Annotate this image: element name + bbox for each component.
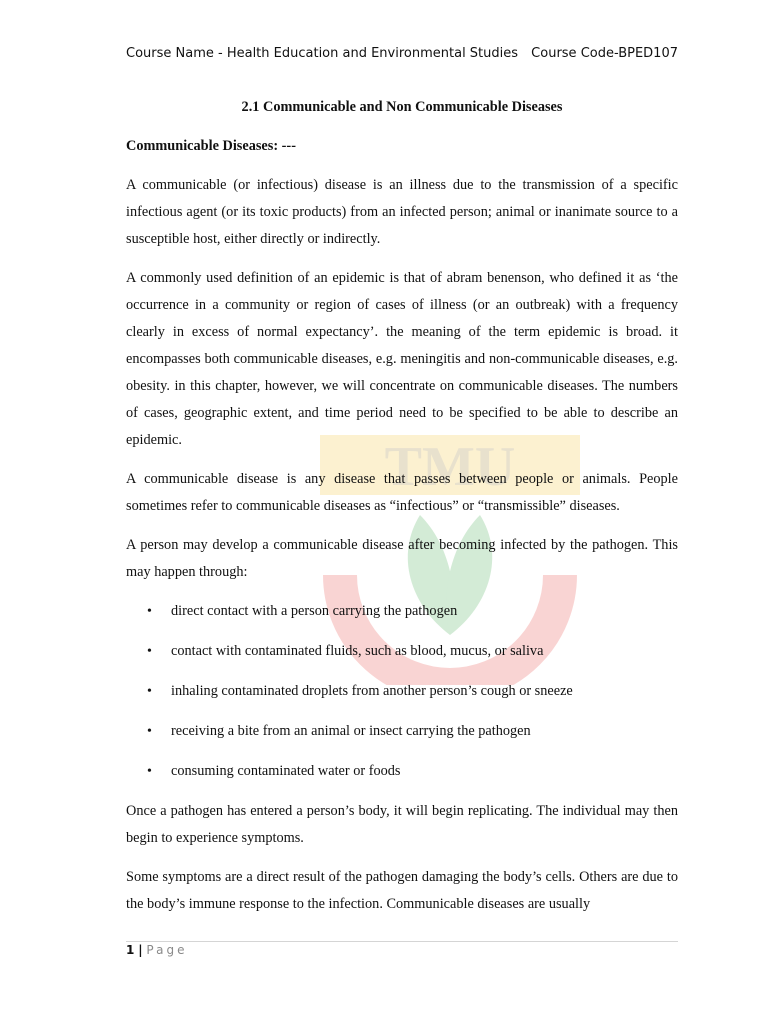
watermark-letters: TMU bbox=[384, 436, 516, 498]
course-name: Course Name - Health Education and Environmental Studies bbox=[126, 46, 519, 61]
course-code: Course Code-BPED107 bbox=[531, 46, 678, 61]
transmission-list bbox=[126, 598, 678, 785]
bullet-icon: • bbox=[147, 764, 152, 779]
bullet-icon: • bbox=[147, 724, 152, 739]
paragraph: A communicable disease is any disease that passes between people or animals. People sometimes refer to communicable diseases as “infectious” or “transmissible” diseases. bbox=[126, 471, 678, 514]
section-title: 2.1 Communicable and Non Communicable Diseases bbox=[241, 99, 563, 115]
bullet-icon: • bbox=[147, 644, 152, 659]
paragraph: Some symptoms are a direct result of the pathogen damaging the body’s cells. Others are due to the body’s immune response to the infection. Communicable diseases are usually bbox=[126, 869, 678, 912]
footer-divider bbox=[126, 941, 678, 942]
page-number: 1 bbox=[126, 943, 135, 957]
bullet-icon: • bbox=[147, 604, 152, 619]
page-footer bbox=[126, 943, 187, 957]
page-label: Page bbox=[146, 943, 188, 957]
list-item: • contact with contaminated fluids, such as blood, mucus, or saliva bbox=[126, 638, 678, 665]
paragraph: Once a pathogen has entered a person’s body, it will begin replicating. The individual may then begin to experience symptoms. bbox=[126, 803, 678, 846]
paragraph: A person may develop a communicable disease after becoming infected by the pathogen. This may happen through: bbox=[126, 537, 678, 580]
paragraph: A communicable (or infectious) disease is an illness due to the transmission of a specific infectious agent (or its toxic products) from an infected person; animal or inanimate source to a susceptible host, either directly or indirectly. bbox=[126, 177, 678, 247]
list-item: • consuming contaminated water or foods bbox=[126, 758, 678, 785]
section-subtitle: Communicable Diseases: --- bbox=[126, 138, 296, 154]
footer-separator: | bbox=[138, 943, 143, 957]
document-body bbox=[126, 94, 678, 930]
bullet-icon: • bbox=[147, 684, 152, 699]
page-header bbox=[126, 46, 678, 61]
list-item: • inhaling contaminated droplets from another person’s cough or sneeze bbox=[126, 678, 678, 705]
paragraph: A commonly used definition of an epidemic is that of abram benenson, who defined it as ‘the occurrence in a community or region of cases of illness (or an outbreak) with a frequency clearly in excess of normal expectancy’. the meaning of the term epidemic is broad. it encompasses both communicable diseases, e.g. meningitis and non-communicable diseases, e.g. obesity. in this chapter, however, we will concentrate on communicable diseases. The numbers of cases, geographic extent, and time period need to be specified to be able to describe an epidemic. bbox=[126, 270, 678, 448]
list-item: • receiving a bite from an animal or insect carrying the pathogen bbox=[126, 718, 678, 745]
list-item: • direct contact with a person carrying the pathogen bbox=[126, 598, 678, 625]
